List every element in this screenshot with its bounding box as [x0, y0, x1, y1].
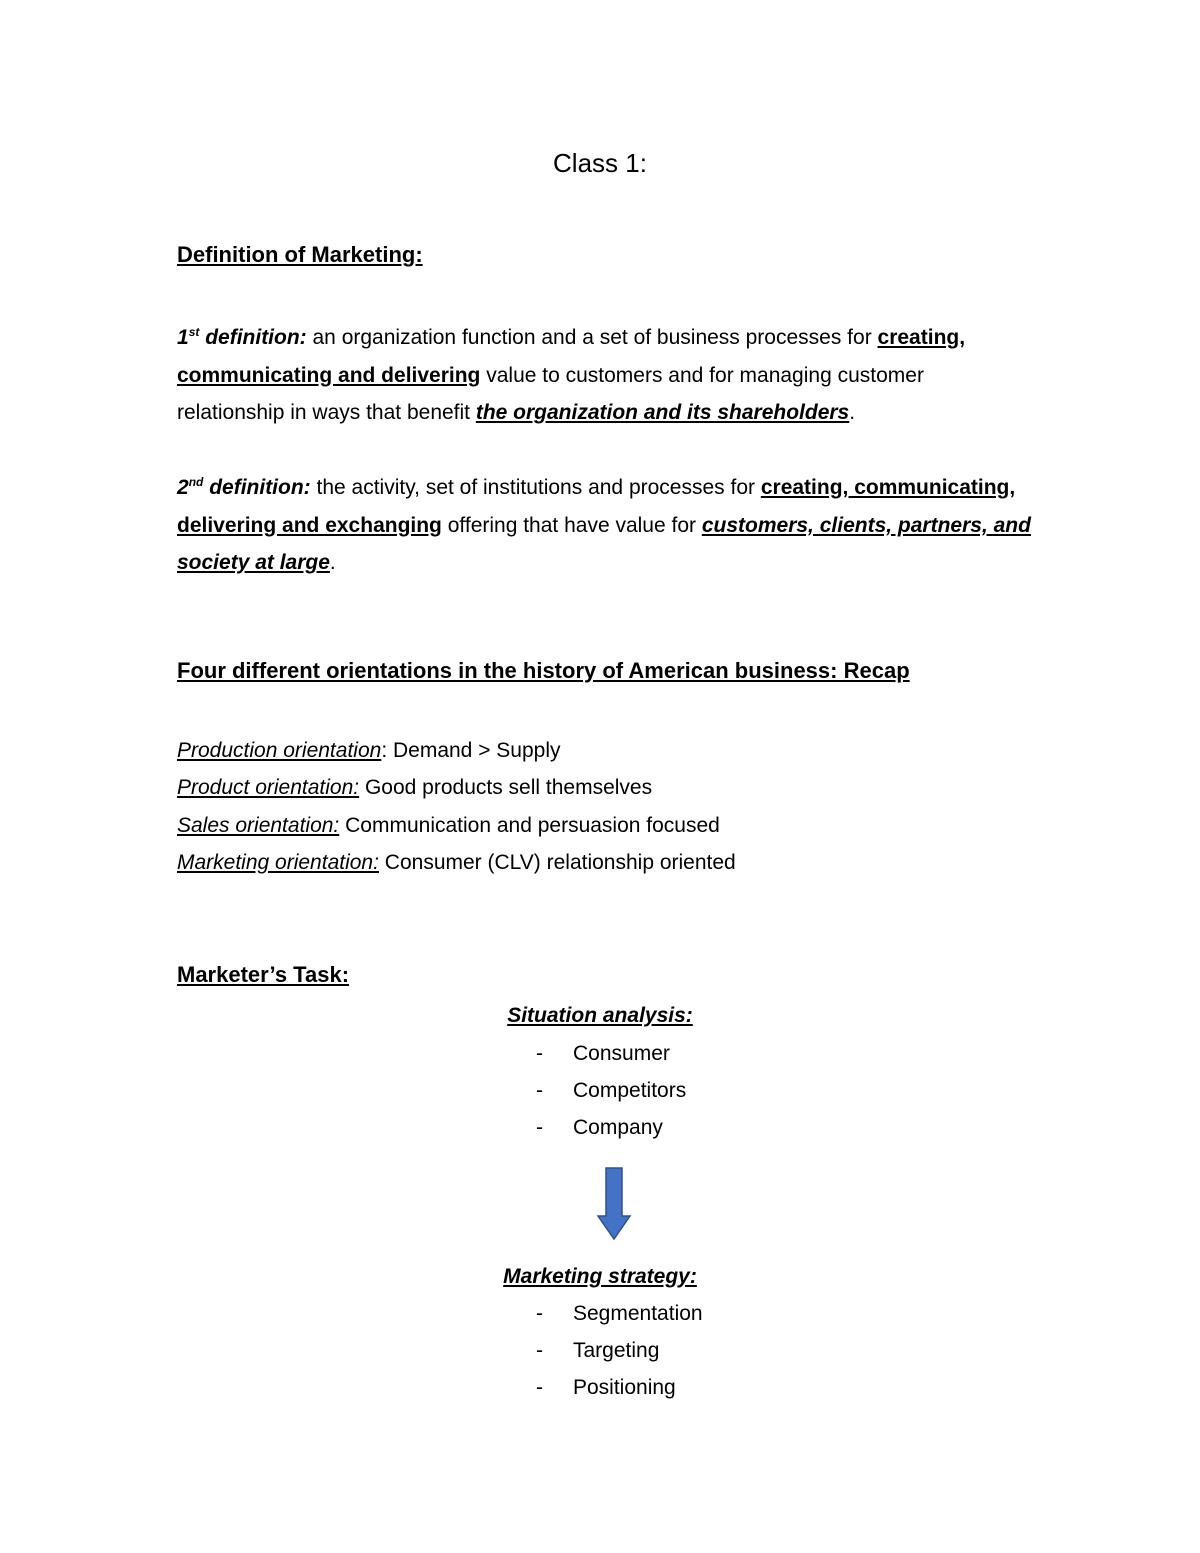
list-item: - Consumer — [536, 1042, 670, 1065]
orientation-item-production: Production orientation: Demand > Supply — [177, 739, 561, 762]
list-item: - Positioning — [536, 1376, 676, 1399]
orientation-description: Consumer (CLV) relationship oriented — [384, 850, 736, 874]
definition-2-text-continued: offering that have value for — [441, 513, 702, 537]
orientation-item-sales — [177, 807, 736, 844]
definition-2-text: the activity, set of institutions and processes for — [310, 476, 761, 499]
orientation-label: Production orientation — [177, 739, 382, 762]
marketers-task-heading: Marketer’s Task: — [177, 962, 350, 987]
orientations-heading: Four different orientations in the history of American business: Recap — [177, 658, 910, 683]
definition-2-paragraph: 2nd definition: the activity, set of institutions and processes for creating, communicating, delivering and exchanging offering that have value for customers, clients, partners, and society at large. — [177, 475, 1031, 574]
orientation-description: Demand > Supply — [392, 739, 561, 762]
marketing-strategy-list — [536, 1295, 703, 1406]
list-item: - Competitors — [536, 1079, 687, 1102]
marketing-strategy-label: Marketing strategy: — [503, 1265, 697, 1288]
orientation-label: Marketing orientation: — [177, 850, 379, 874]
list-item: - Targeting — [536, 1339, 660, 1362]
orientations-list — [177, 732, 736, 881]
definition-heading: Definition of Marketing: — [177, 242, 423, 267]
definition-1-emphasis-process: creating, communicating and delivering — [177, 326, 966, 387]
orientation-item-product — [177, 769, 736, 806]
orientation-description: Communication and persuasion focused — [345, 813, 720, 837]
down-arrow-icon — [596, 1166, 632, 1242]
list-item: - Company — [536, 1116, 663, 1139]
definition-2-emphasis-process: creating, communicating, delivering and exchanging — [177, 476, 1016, 537]
definition-1-emphasis-beneficiary: the organization and its shareholders — [475, 401, 850, 424]
definition-1-paragraph: 1st definition: an organization function and a set of business processes for creating, communicating and delivering value to customers and for managing customer relationship in ways that benefit the organization and its shareholders. — [177, 325, 966, 424]
definition-2-label: 2nd definition: — [177, 475, 311, 499]
orientation-item-marketing — [177, 844, 736, 881]
situation-analysis-label: Situation analysis: — [507, 1004, 693, 1027]
orientation-label: Sales orientation: — [177, 813, 340, 837]
definition-1-text: an organization function and a set of business processes for — [306, 326, 878, 349]
definition-2-emphasis-beneficiary: customers, clients, partners, and society at large — [177, 513, 1031, 574]
orientation-label: Product orientation: — [177, 776, 360, 800]
definition-1-text-continued: value to customers and for managing customer relationship in ways that benefit — [177, 363, 924, 424]
definition-1-label: 1st definition: — [177, 325, 307, 349]
situation-analysis-list — [536, 1035, 686, 1146]
page-title: Class 1: — [553, 148, 647, 178]
list-item: - Segmentation — [536, 1302, 703, 1325]
orientation-description: Good products sell themselves — [364, 776, 653, 800]
